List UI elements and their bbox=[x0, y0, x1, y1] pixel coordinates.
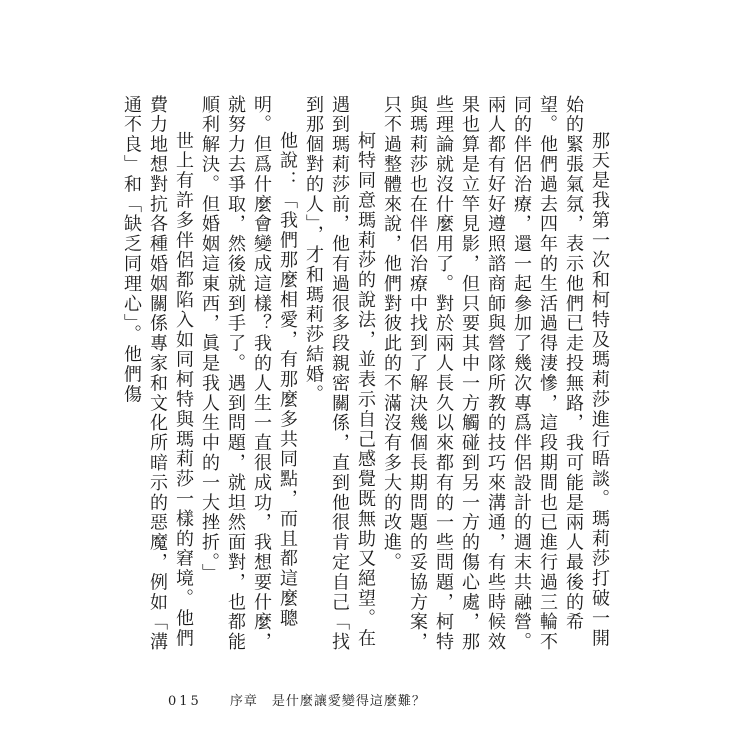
paragraph-3: 他說：「我們那麼相愛，有那麼多共同點，而且都這麼聰明。但爲什麼會變成這樣？我的人生一直很成功，我想要什麼，就努力去爭取，然後就到手了。遇到問題，就坦然面對，也都能順利解決。但婚姻這東西，眞是我人生中的一大挫折。」 bbox=[199, 95, 298, 653]
body-text bbox=[121, 95, 612, 660]
running-head: 序章 是什麼讓愛變得這麼難？ bbox=[229, 694, 426, 709]
paragraph-2: 柯特同意瑪莉莎的說法，並表示自己感覺既無助又絕望。在遇到瑪莉莎前，他有過很多段親密關係，直到他很肯定自己「找到那個對的人」，才和瑪莉莎結婚。 bbox=[303, 95, 376, 653]
paragraph-1: 那天是我第一次和柯特及瑪莉莎進行晤談。瑪莉莎打破一開始的緊張氣氛，表示他們已走投無路，我可能是兩人最後的希望。他們過去四年的生活過得淒慘，這段期間也已進行過三輪不同的伴侶治療，還一起參加了幾次專爲伴侶設計的週末共融營。兩人都有好好遵照諮商師與營隊所教的技巧來溝通，有些時候效果也算是立竿見影，但只要其中一方觸碰到另一方的傷心處，那些理論就沒什麼用了。對於兩人長久以來都有的一些問題，柯特與瑪莉莎也在伴侶治療中找到了解決幾個長期問題的妥協方案，只不過整體來說，他們對彼此的不滿沒有多大的改進。 bbox=[381, 95, 610, 653]
page-number: 015 bbox=[168, 694, 202, 709]
paragraph-4: 世上有許多伴侶都陷入如同柯特與瑪莉莎一樣的窘境。他們費力地想對抗各種婚姻關係專家和文化所暗示的惡魔，例如「溝通不良」和「缺乏同理心」。他們傷 bbox=[121, 95, 194, 653]
page-footer bbox=[168, 690, 426, 709]
